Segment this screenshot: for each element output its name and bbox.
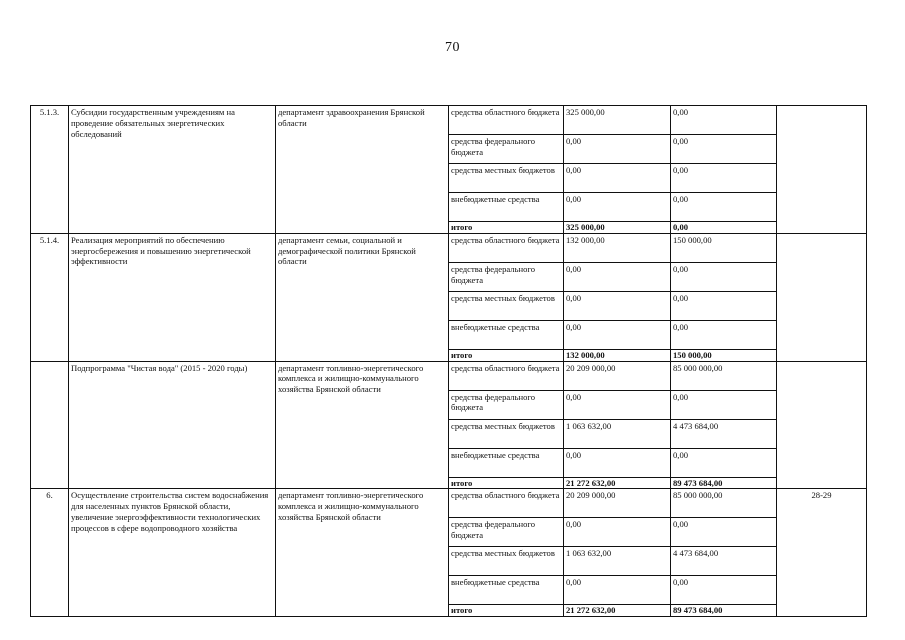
row-number: 5.1.3. [31,106,69,234]
funding-source: средства местных бюджетов [449,547,564,576]
amount-value-2: 85 000 000,00 [671,361,777,390]
amount-value-1: 0,00 [564,320,671,349]
amount-value-2: 0,00 [671,576,777,605]
row-number: 5.1.4. [31,233,69,361]
amount-value-1: 325 000,00 [564,106,671,135]
budget-table [30,105,867,617]
row-number [31,361,69,489]
total-value-2: 0,00 [671,222,777,234]
total-value-2: 150 000,00 [671,349,777,361]
amount-value-1: 0,00 [564,164,671,193]
amount-value-1: 0,00 [564,518,671,547]
amount-value-2: 0,00 [671,164,777,193]
amount-value-1: 132 000,00 [564,233,671,262]
amount-value-2: 4 473 684,00 [671,547,777,576]
amount-value-1: 0,00 [564,576,671,605]
amount-value-1: 0,00 [564,262,671,291]
amount-value-1: 0,00 [564,291,671,320]
page-reference [777,361,867,489]
amount-value-2: 0,00 [671,193,777,222]
amount-value-1: 0,00 [564,390,671,419]
funding-source: средства областного бюджета [449,106,564,135]
measure-name: Субсидии государственным учреждениям на проведение обязательных энергетических обследований [69,106,276,234]
amount-value-2: 0,00 [671,320,777,349]
funding-source: средства федерального бюджета [449,262,564,291]
executor-name: департамент здравоохранения Брянской области [276,106,449,234]
measure-name: Осуществление строительства систем водоснабжения для населенных пунктов Брянской области, увеличение энергоэффективности технологических процессов в сфере водопроводного хозяйства [69,489,276,617]
measure-name: Реализация мероприятий по обеспечению энергосбережения и повышению энергетической эффективности [69,233,276,361]
row-number: 6. [31,489,69,617]
total-label: итого [449,477,564,489]
total-value-1: 21 272 632,00 [564,477,671,489]
table-row [31,106,867,135]
amount-value-1: 20 209 000,00 [564,361,671,390]
funding-source: средства областного бюджета [449,361,564,390]
funding-source: средства федерального бюджета [449,518,564,547]
funding-source: средства местных бюджетов [449,291,564,320]
table-row [31,361,867,390]
total-value-2: 89 473 684,00 [671,605,777,617]
total-value-2: 89 473 684,00 [671,477,777,489]
page-reference [777,106,867,234]
funding-source: внебюджетные средства [449,193,564,222]
amount-value-2: 0,00 [671,106,777,135]
funding-source: средства областного бюджета [449,233,564,262]
page-reference [777,233,867,361]
total-value-1: 132 000,00 [564,349,671,361]
amount-value-2: 0,00 [671,518,777,547]
measure-name: Подпрограмма "Чистая вода" (2015 - 2020 годы) [69,361,276,489]
amount-value-2: 0,00 [671,448,777,477]
total-label: итого [449,222,564,234]
funding-source: средства местных бюджетов [449,164,564,193]
amount-value-2: 0,00 [671,135,777,164]
executor-name: департамент топливно-энергетического комплекса и жилищно-коммунального хозяйства Брянской области [276,489,449,617]
total-value-1: 325 000,00 [564,222,671,234]
amount-value-2: 4 473 684,00 [671,419,777,448]
page-reference: 28-29 [777,489,867,617]
amount-value-1: 0,00 [564,135,671,164]
page-number: 70 [445,40,460,55]
amount-value-2: 150 000,00 [671,233,777,262]
amount-value-1: 20 209 000,00 [564,489,671,518]
total-label: итого [449,349,564,361]
funding-source: внебюджетные средства [449,576,564,605]
executor-name: департамент топливно-энергетического комплекса и жилищно-коммунального хозяйства Брянской области [276,361,449,489]
amount-value-1: 1 063 632,00 [564,547,671,576]
funding-source: внебюджетные средства [449,448,564,477]
executor-name: департамент семьи, социальной и демографической политики Брянской области [276,233,449,361]
funding-source: средства местных бюджетов [449,419,564,448]
amount-value-2: 85 000 000,00 [671,489,777,518]
amount-value-2: 0,00 [671,390,777,419]
funding-source: внебюджетные средства [449,320,564,349]
funding-source: средства федерального бюджета [449,135,564,164]
table-row [31,489,867,518]
amount-value-1: 1 063 632,00 [564,419,671,448]
funding-source: средства федерального бюджета [449,390,564,419]
amount-value-1: 0,00 [564,193,671,222]
total-value-1: 21 272 632,00 [564,605,671,617]
total-label: итого [449,605,564,617]
funding-source: средства областного бюджета [449,489,564,518]
amount-value-1: 0,00 [564,448,671,477]
table-row [31,233,867,262]
amount-value-2: 0,00 [671,262,777,291]
amount-value-2: 0,00 [671,291,777,320]
